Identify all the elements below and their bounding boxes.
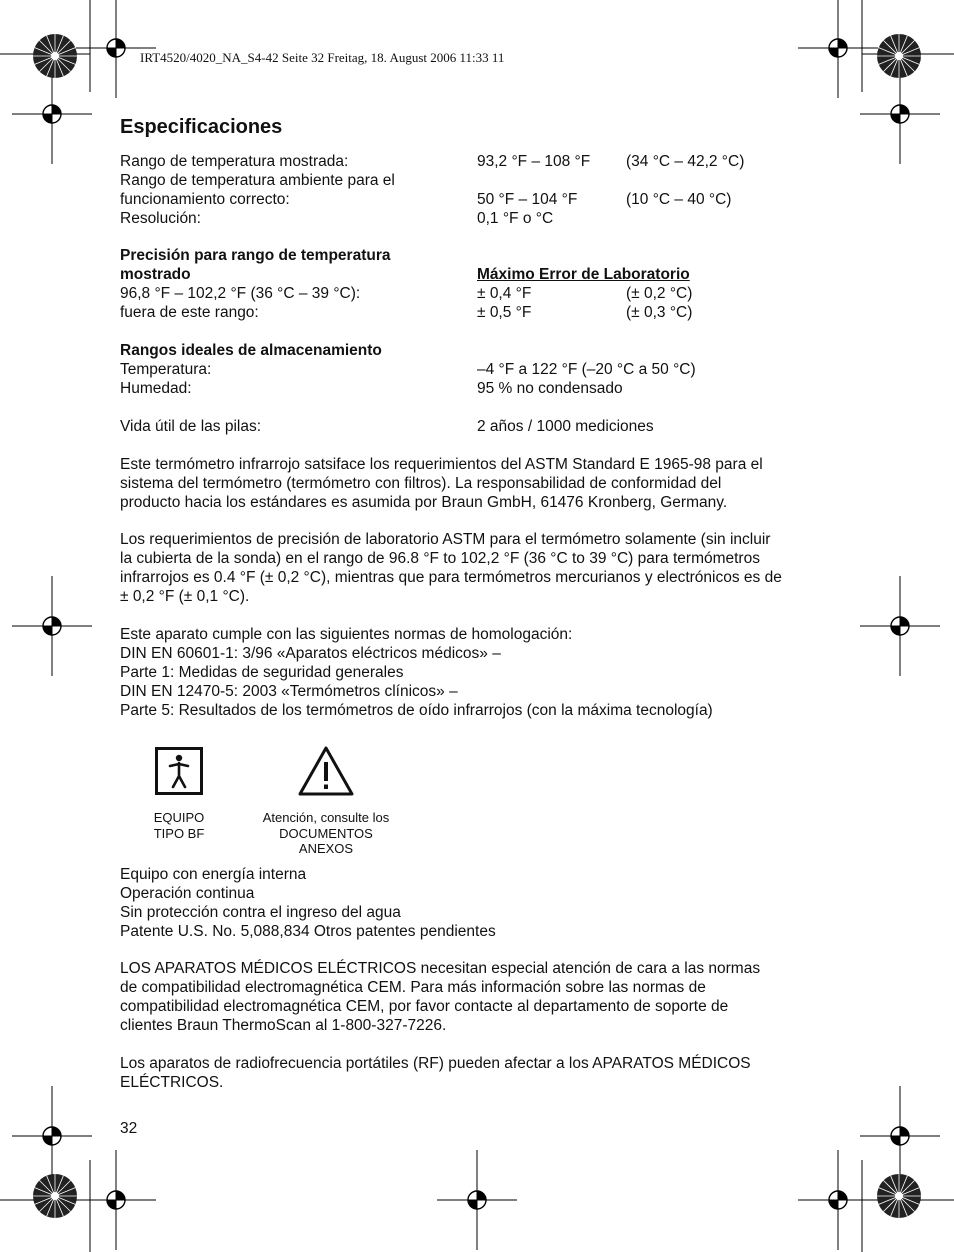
type-bf-person-icon [155,747,203,795]
paragraph-line: DIN EN 12470-5: 2003 «Termómetros clínicos» – [120,683,458,700]
page-title: Especificaciones [120,116,283,138]
paragraph-line: Sin protección contra el ingreso del agua [120,904,401,921]
spec-label: Resolución: [120,210,201,227]
paragraph-line: ± 0,2 °F (± 0,1 °C). [120,588,250,605]
paragraph-line: clientes Braun ThermoScan al 1-800-327-7226. [120,1017,447,1034]
precision-value-f: ± 0,4 °F [477,285,532,302]
caption-line: EQUIPO [153,810,205,825]
spec-value-f: 93,2 °F – 108 °F [477,153,591,170]
precision-value-c: (± 0,2 °C) [626,285,693,302]
bf-caption [134,810,224,841]
paragraph-line: ELÉCTRICOS. [120,1074,224,1091]
spec-label: funcionamiento correcto: [120,191,290,208]
paragraph-line: DIN EN 60601-1: 3/96 «Aparatos eléctricos médicos» – [120,645,501,662]
spec-label: Rango de temperatura mostrada: [120,153,349,170]
paragraph-line: Parte 5: Resultados de los termómetros de oído infrarrojos (con la máxima tecnología) [120,702,713,719]
warning-triangle-icon [297,745,355,797]
astm-paragraph [120,455,840,512]
paragraph-line: Este termómetro infrarrojo satsiface los requerimientos del ASTM Standard E 1965-98 para el [120,456,763,473]
rf-paragraph [120,1054,840,1092]
precision-value-f: ± 0,5 °F [477,304,532,321]
paragraph-line: Parte 1: Medidas de seguridad generales [120,664,404,681]
paragraph-line: producto hacia los estándares es asumida por Braun GmbH, 61476 Kronberg, Germany. [120,494,728,511]
paragraph-line: compatibilidad electromagnética CEM, por favor contacte al departamento de soporte de [120,998,729,1015]
paragraph-line: Los aparatos de radiofrecuencia portátiles (RF) pueden afectar a los APARATOS MÉDICOS [120,1055,751,1072]
storage-heading: Rangos ideales de almacenamiento [120,342,382,359]
storage-value: –4 °F a 122 °F (–20 °C a 50 °C) [477,361,696,378]
battery-value: 2 años / 1000 mediciones [477,418,654,435]
caption-line: DOCUMENTOS [279,825,373,841]
paragraph-line: la cubierta de la sonda) en el rango de 96.8 °F to 102,2 °F (36 °C to 39 °C) para termómetros [120,550,760,567]
paragraph-line: Este aparato cumple con las siguientes normas de homologación: [120,626,573,643]
precision-value-c: (± 0,3 °C) [626,304,693,321]
print-slug: IRT4520/4020_NA_S4-42 Seite 32 Freitag, 18. August 2006 11:33 11 [140,50,505,65]
paragraph-line: LOS APARATOS MÉDICOS ELÉCTRICOS necesitan especial atención de cara a las normas [120,960,761,977]
spec-value-f: 0,1 °F o °C [477,210,554,227]
paragraph-line: sistema del termómetro (termómetro con filtros). La responsabilidad de conformidad del [120,475,722,492]
storage-label: Temperatura: [120,361,212,378]
spec-label: Rango de temperatura ambiente para el [120,172,395,189]
paragraph-line: de compatibilidad electromagnética CEM. Para más información sobre las normas de [120,979,706,996]
battery-label: Vida útil de las pilas: [120,418,262,435]
page-number: 32 [120,1120,138,1137]
storage-label: Humedad: [120,380,192,397]
storage-value: 95 % no condensado [477,380,623,397]
paragraph-line: infrarrojos es 0.4 °F (± 0,2 °C), mientras que para termómetros mercurianos y electrónicos es de [120,569,782,586]
equipment-paragraph [120,865,840,941]
norms-paragraph [120,625,840,720]
caption-line: Atención, consulte los [262,810,390,825]
paragraph-line: Equipo con energía interna [120,866,307,883]
spec-value-c: (10 °C – 40 °C) [626,191,732,208]
precision-heading: Precisión para rango de temperatura [120,247,391,264]
warning-caption [236,810,416,857]
paragraph-line: Patente U.S. No. 5,088,834 Otros patentes pendientes [120,923,496,940]
emc-paragraph [120,959,840,1035]
caption-line: TIPO BF [153,825,205,841]
precision-label: 96,8 °F – 102,2 °F (36 °C – 39 °C): [120,285,361,302]
lab-error-heading: Máximo Error de Laboratorio [477,266,690,283]
caption-line: ANEXOS [298,841,354,856]
spec-value-c: (34 °C – 42,2 °C) [626,153,745,170]
precision-heading: mostrado [120,266,191,283]
spec-value-f: 50 °F – 104 °F [477,191,578,208]
paragraph-line: Los requerimientos de precisión de laboratorio ASTM para el termómetro solamente (sin incluir [120,531,771,548]
precision-label: fuera de este rango: [120,304,259,321]
lab-precision-paragraph [120,530,840,606]
paragraph-line: Operación continua [120,885,255,902]
